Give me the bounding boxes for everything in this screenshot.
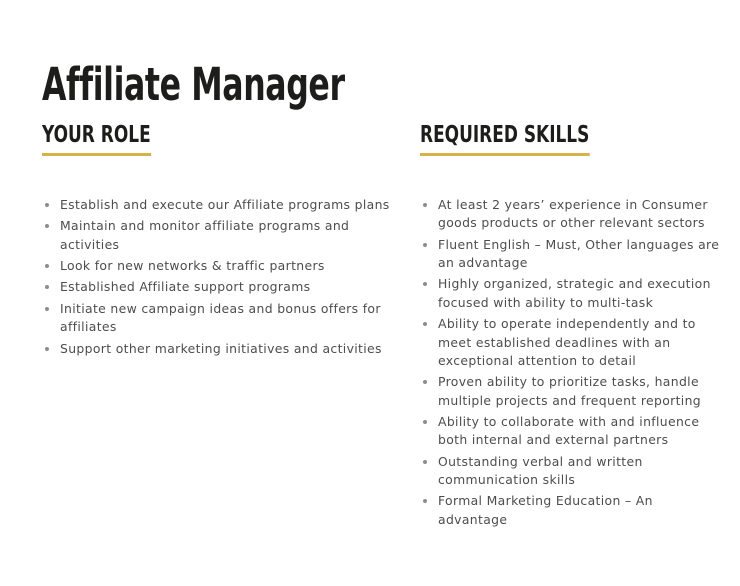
section-heading-your-role: YOUR ROLE — [42, 122, 151, 156]
list-item: Proven ability to prioritize tasks, handle multiple projects and frequent reporting — [420, 373, 722, 410]
list-item: At least 2 years’ experience in Consumer goods products or other relevant sectors — [420, 196, 722, 233]
list-item: Ability to collaborate with and influence both internal and external partners — [420, 413, 722, 450]
list-item: Established Affiliate support programs — [42, 278, 390, 296]
list-item: Outstanding verbal and written communication skills — [420, 453, 722, 490]
section-required-skills — [410, 122, 740, 532]
list-item: Fluent English – Must, Other languages are an advantage — [420, 236, 722, 273]
list-item: Look for new networks & traffic partners — [42, 257, 390, 275]
list-item: Support other marketing initiatives and activities — [42, 340, 390, 358]
section-heading-required-skills: REQUIRED SKILLS — [420, 122, 589, 156]
section-your-role — [0, 122, 410, 361]
list-item: Formal Marketing Education – An advantage — [420, 492, 722, 529]
list-item: Establish and execute our Affiliate programs plans — [42, 196, 390, 214]
list-item: Maintain and monitor affiliate programs and activities — [42, 217, 390, 254]
your-role-list — [42, 196, 390, 358]
list-item: Ability to operate independently and to meet established deadlines with an exceptional attention to detail — [420, 315, 722, 370]
list-item: Initiate new campaign ideas and bonus offers for affiliates — [42, 300, 390, 337]
content-columns — [0, 122, 740, 532]
required-skills-list — [420, 196, 722, 529]
list-item: Highly organized, strategic and execution focused with ability to multi-task — [420, 275, 722, 312]
page-title: Affiliate Manager — [42, 58, 345, 112]
